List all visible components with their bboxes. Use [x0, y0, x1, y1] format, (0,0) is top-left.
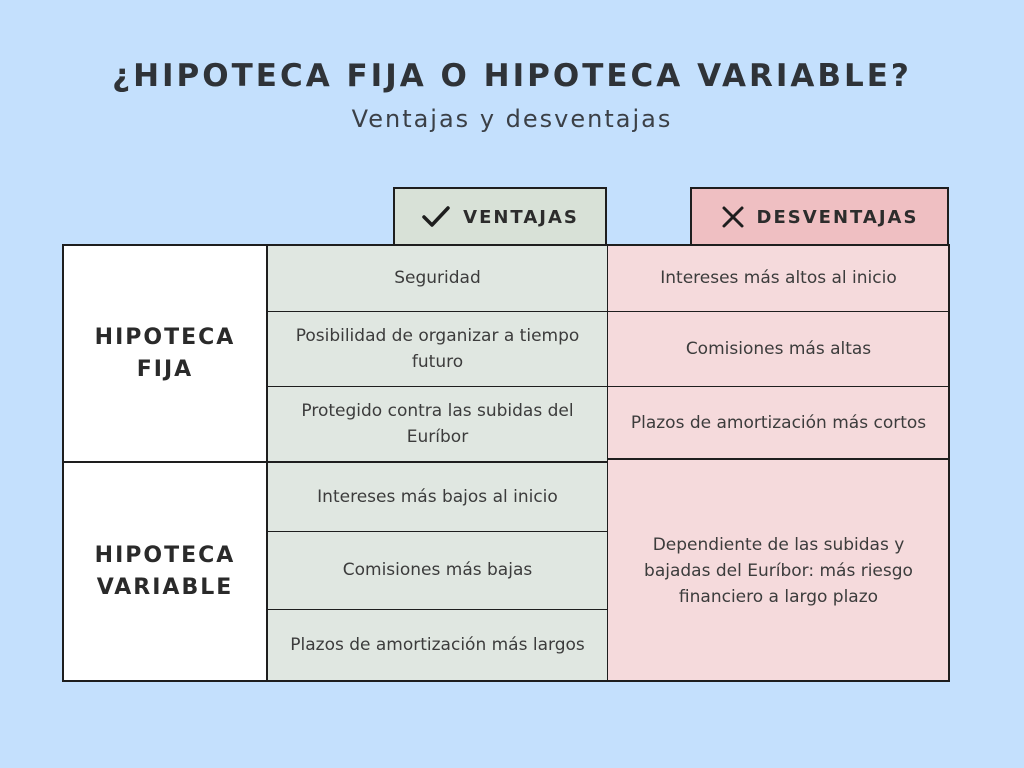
- fija-desventaja-cell: Intereses más altos al inicio: [608, 245, 949, 311]
- row-label-fija: HIPOTECA FIJA: [63, 245, 267, 462]
- variable-ventaja-cell: Plazos de amortización más largos: [267, 609, 608, 681]
- variable-ventaja-cell: Intereses más bajos al inicio: [267, 462, 608, 531]
- table-border-top: [63, 244, 950, 246]
- ventajas-header-label: VENTAJAS: [463, 206, 579, 228]
- table-border-left: [62, 244, 64, 682]
- cell-divider: [267, 609, 608, 610]
- fija-desventaja-cell: Plazos de amortización más cortos: [608, 386, 949, 460]
- ventajas-header: [393, 187, 607, 245]
- cell-divider: [267, 311, 949, 312]
- row-divider: [63, 461, 608, 463]
- variable-ventaja-cell: Comisiones más bajas: [267, 531, 608, 609]
- row-label-variable: HIPOTECA VARIABLE: [63, 462, 267, 681]
- cross-icon: [721, 205, 745, 229]
- desventajas-header: [690, 187, 949, 245]
- page-subtitle: Ventajas y desventajas: [351, 105, 673, 133]
- desventajas-header-label: DESVENTAJAS: [756, 206, 919, 228]
- cell-divider: [267, 386, 949, 387]
- label-column-divider: [266, 244, 268, 682]
- fija-ventaja-cell: Protegido contra las subidas del Euríbor: [267, 386, 608, 462]
- check-icon: [421, 204, 451, 230]
- fija-ventaja-cell: Seguridad: [267, 245, 608, 311]
- fija-ventaja-cell: Posibilidad de organizar a tiempo futuro: [267, 311, 608, 386]
- row-divider: [608, 458, 949, 460]
- cell-divider: [267, 531, 608, 532]
- table-border-right: [948, 244, 950, 682]
- column-divider: [607, 244, 608, 682]
- variable-desventaja-cell: Dependiente de las subidas y bajadas del Euríbor: más riesgo financiero a largo plazo: [608, 460, 949, 681]
- table-border-bottom: [63, 680, 950, 682]
- page-title: ¿HIPOTECA FIJA O HIPOTECA VARIABLE?: [112, 58, 912, 94]
- fija-desventaja-cell: Comisiones más altas: [608, 311, 949, 386]
